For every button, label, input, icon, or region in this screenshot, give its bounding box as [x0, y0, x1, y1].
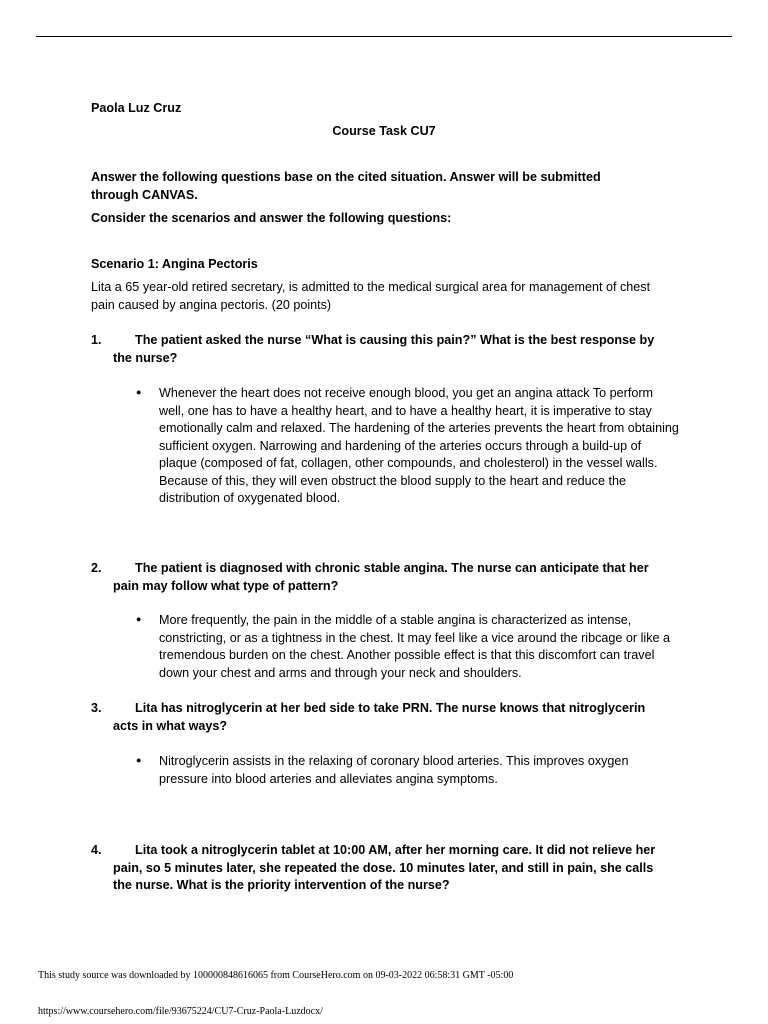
question-number: 2.: [91, 561, 102, 575]
question-item: [91, 842, 671, 895]
question-number: 4.: [91, 843, 102, 857]
download-notice: This study source was downloaded by 100000848616065 from CourseHero.com on 09-03-2022 06:58:31 GMT -05:00: [38, 970, 514, 981]
instruction-text: Consider the scenarios and answer the following questions:: [91, 211, 452, 225]
instruction-text: Answer the following questions base on the cited situation. Answer will be submitted through CANVAS.: [91, 170, 601, 202]
scenario-title: Scenario 1: Angina Pectoris: [91, 257, 258, 271]
question-text: Lita has nitroglycerin at her bed side to take PRN. The nurse knows that nitroglycerin acts in what ways?: [113, 701, 646, 733]
question-number: 1.: [91, 333, 102, 347]
question-item: [91, 700, 671, 735]
answer-text: Whenever the heart does not receive enough blood, you get an angina attack To perform well, one has to have a healthy heart, and to have a healthy heart, it is imperative to stay emotionally calm and relaxed. The hardening of the arteries prevents the heart from obtaining sufficient oxygen. Narrowing and hardening of the arteries occurs through a build-up of plaque (composed of fat, collagen, other compounds, and cholesterol) in the vessel walls. Because of this, they will even obstruct the blood supply to the heart and reduce the distribution of oxygenated blood.: [159, 386, 679, 505]
question-item: [91, 332, 671, 367]
answer-text: Nitroglycerin assists in the relaxing of coronary blood arteries. This improves oxygen pressure into blood arteries and alleviates angina symptoms.: [159, 754, 629, 786]
bullet-icon: ●: [136, 755, 142, 765]
bullet-icon: ●: [136, 387, 142, 397]
question-text: The patient asked the nurse “What is causing this pain?” What is the best response by the nurse?: [113, 333, 655, 365]
source-url[interactable]: https://www.coursehero.com/file/93675224/CU7-Cruz-Paola-Luzdocx/: [38, 1006, 323, 1017]
question-text: Lita took a nitroglycerin tablet at 10:00 AM, after her morning care. It did not relieve her pain, so 5 minutes later, she repeated the dose. 10 minutes later, and still in pain, she calls the nurse. What is the priority intervention of the nurse?: [113, 843, 656, 892]
question-item: [91, 560, 671, 595]
question-number: 3.: [91, 701, 102, 715]
author-name: Paola Luz Cruz: [91, 101, 182, 115]
header-rule: [36, 36, 732, 37]
answer-text: More frequently, the pain in the middle of a stable angina is characterized as intense, constricting, or as a tightness in the chest. It may feel like a vice around the ribcage or like a tremendous burden on the chest. Another possible effect is that this discomfort can travel down your chest and arms and through your neck and shoulders.: [159, 613, 671, 680]
scenario-description: Lita a 65 year-old retired secretary, is admitted to the medical surgical area for management of chest pain caused by angina pectoris. (20 points): [91, 280, 651, 312]
bullet-icon: ●: [136, 614, 142, 624]
document-title: Course Task CU7: [332, 124, 436, 138]
question-text: The patient is diagnosed with chronic stable angina. The nurse can anticipate that her pain may follow what type of pattern?: [113, 561, 649, 593]
